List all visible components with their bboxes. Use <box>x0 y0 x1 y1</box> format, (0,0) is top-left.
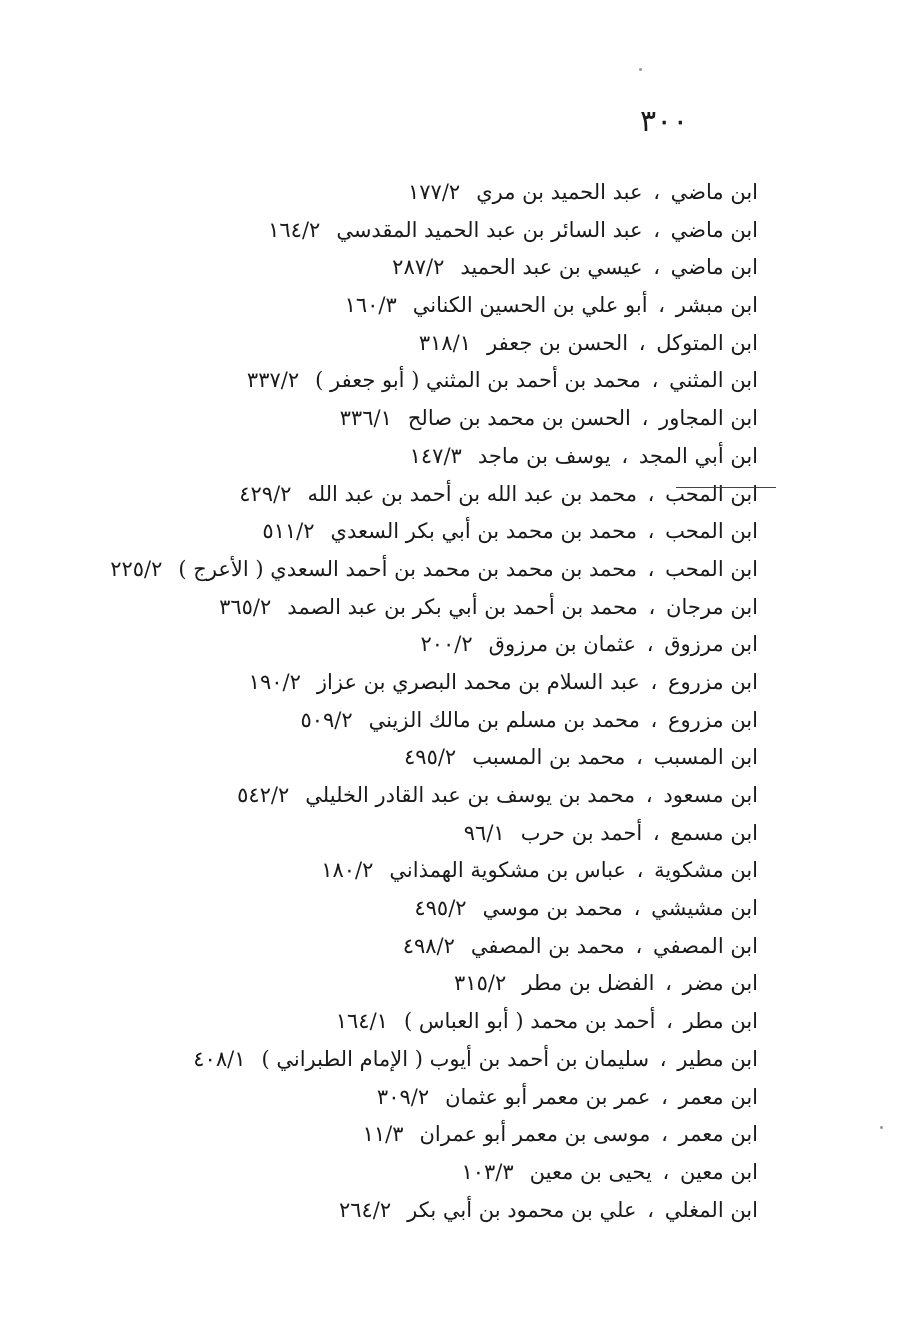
entry-person: عثمان بن مرزوق <box>488 632 637 657</box>
index-entry <box>38 212 758 250</box>
entry-separator: ، <box>650 669 658 694</box>
entry-person: عمر بن معمر أبو عثمان <box>445 1084 651 1109</box>
entry-reference: ٤٠٨/١ <box>193 1046 246 1071</box>
index-entry <box>38 400 758 438</box>
entry-name: ابن المثني <box>669 368 758 393</box>
index-entry <box>38 325 758 363</box>
entry-person: عباس بن مشكوية الهمذاني <box>389 858 626 883</box>
entry-reference: ٢٠٠/٢ <box>420 632 473 657</box>
entry-name: ابن المجاور <box>659 406 758 431</box>
entry-name: ابن مطر <box>683 1009 758 1034</box>
entry-reference: ١٦٤/١ <box>335 1009 388 1034</box>
entry-separator: ، <box>651 368 659 393</box>
entry-reference: ١١/٣ <box>362 1122 404 1147</box>
index-entry <box>38 1003 758 1041</box>
entry-person: محمد بن أحمد بن المثني ( أبو جعفر ) <box>315 368 641 393</box>
entry-reference: ٢٦٤/٢ <box>338 1197 392 1222</box>
entry-name: ابن ماضي <box>670 255 758 280</box>
entry-separator: ، <box>641 406 649 431</box>
entry-person: يحيى بن معين <box>529 1159 652 1184</box>
entry-separator: ، <box>661 1122 668 1147</box>
entry-reference: ٤٩٨/٢ <box>402 933 455 958</box>
entry-reference: ٢٢٥/٢ <box>110 556 163 581</box>
index-entry <box>38 438 758 476</box>
entry-name: ابن مرزوق <box>664 632 758 657</box>
entry-reference: ١٦٠/٣ <box>344 293 397 318</box>
entry-reference: ٣١٨/١ <box>418 330 472 355</box>
entry-name: ابن أبي المجد <box>638 443 758 468</box>
entry-separator: ، <box>653 180 660 204</box>
index-entry <box>38 174 758 212</box>
entry-person: محمد بن المصفي <box>470 933 625 958</box>
entry-reference: ١٠٣/٣ <box>461 1159 514 1184</box>
index-entry <box>38 890 758 928</box>
entry-person: موسى بن معمر أبو عمران <box>419 1122 651 1147</box>
index-entry <box>38 476 758 514</box>
entry-person: يوسف بن ماجد <box>477 443 611 468</box>
index-entry <box>38 852 758 890</box>
entry-separator: ، <box>621 443 629 468</box>
entry-name: ابن المغلي <box>664 1197 758 1222</box>
entry-separator: ، <box>648 594 656 619</box>
entry-separator: ، <box>666 1009 673 1034</box>
index-entry <box>38 815 758 853</box>
entry-person: محمد بن مسلم بن مالك الزيني <box>368 707 640 732</box>
entry-person: محمد بن أحمد بن أبي بكر بن عبد الصمد <box>287 594 638 619</box>
entry-separator: ، <box>647 519 655 544</box>
entry-reference: ٤٢٩/٢ <box>239 481 292 506</box>
entry-name: ابن مضر <box>682 971 758 996</box>
index-entry <box>38 1041 758 1079</box>
index-entry <box>38 1116 758 1154</box>
index-entry <box>38 589 758 627</box>
entry-reference: ١٤٧/٣ <box>409 443 462 468</box>
entry-name: ابن معمر <box>678 1084 758 1109</box>
entry-reference: ١٩٠/٢ <box>248 669 301 694</box>
index-entry <box>38 1079 758 1117</box>
entry-name: ابن مسعود <box>663 783 758 807</box>
scan-speck <box>639 68 642 71</box>
entry-name: ابن مشكوية <box>654 858 758 883</box>
entry-separator: ، <box>636 858 644 883</box>
entry-name: ابن المحب <box>665 556 758 581</box>
entry-separator: ، <box>653 217 660 242</box>
entry-person: محمد بن موسي <box>482 896 623 921</box>
index-entry <box>38 551 758 589</box>
entry-name: ابن مزروع <box>668 707 758 732</box>
entry-separator: ، <box>645 783 653 807</box>
index-entry <box>38 739 758 777</box>
entry-person: محمد بن محمد بن أبي بكر السعدي <box>330 519 637 544</box>
index-entry <box>38 702 758 740</box>
entry-reference: ٥١١/٢ <box>262 519 315 544</box>
entry-person: أبو علي بن الحسين الكناني <box>412 293 648 318</box>
entry-person: محمد بن المسبب <box>472 745 626 770</box>
page-number: ٣٠٠ <box>640 104 689 139</box>
entry-separator: ، <box>653 255 660 280</box>
entry-name: ابن معمر <box>678 1122 758 1147</box>
entry-separator: ، <box>647 556 655 581</box>
entry-person: الفضل بن مطر <box>522 971 655 996</box>
entry-separator: ، <box>635 933 643 958</box>
entry-reference: ٣٣٧/٢ <box>246 368 300 393</box>
entry-reference: ٥٤٢/٢ <box>237 783 290 807</box>
entry-separator: ، <box>659 1046 667 1071</box>
index-entry <box>38 1192 758 1230</box>
entry-separator: ، <box>647 481 655 506</box>
index-entry <box>38 928 758 966</box>
index-entry <box>38 513 758 551</box>
entry-name: ابن المحب <box>665 519 758 544</box>
entry-reference: ٤٩٥/٢ <box>414 896 467 921</box>
entry-name: ابن المصفي <box>652 933 758 958</box>
entry-person: عبد السائر بن عبد الحميد المقدسي <box>336 217 643 242</box>
entry-name: ابن مرجان <box>666 594 758 619</box>
index-entry <box>38 965 758 1003</box>
entry-person: أحمد بن حرب <box>520 820 643 845</box>
entry-reference: ٣٦٥/٢ <box>219 594 272 619</box>
entry-reference: ٣٣٦/١ <box>339 406 392 431</box>
entry-name: ابن مزروع <box>668 669 758 694</box>
entry-person: محمد بن يوسف بن عبد القادر الخليلي <box>305 783 636 807</box>
index-entries <box>38 174 758 1229</box>
entry-separator: ، <box>646 632 654 657</box>
entry-separator: ، <box>633 896 641 921</box>
entry-person: عبد السلام بن محمد البصري بن عزاز <box>316 669 640 694</box>
index-entry <box>38 626 758 664</box>
index-entry <box>38 1154 758 1192</box>
entry-name: ابن معين <box>679 1159 758 1184</box>
entry-person: محمد بن عبد الله بن أحمد بن عبد الله <box>307 481 637 506</box>
entry-reference: ٣١٥/٢ <box>454 971 507 996</box>
entry-separator: ، <box>636 745 643 770</box>
entry-separator: ، <box>658 293 666 318</box>
entry-name: ابن المسبب <box>653 745 758 770</box>
entry-separator: ، <box>665 971 672 996</box>
entry-name: ابن مشيشي <box>651 896 758 921</box>
entry-name: ابن ماضي <box>670 217 758 242</box>
entry-name: ابن ماضي <box>670 180 758 204</box>
entry-name: ابن مسمع <box>670 820 758 845</box>
index-entry <box>38 664 758 702</box>
entry-person: علي بن محمود بن أبي بكر <box>407 1197 637 1222</box>
index-entry <box>38 777 758 815</box>
entry-person: أحمد بن محمد ( أبو العباس ) <box>403 1009 656 1034</box>
entry-reference: ٩٦/١ <box>463 820 505 845</box>
entry-separator: ، <box>662 1159 670 1184</box>
entry-person: عيسي بن عبد الحميد <box>460 255 643 280</box>
index-entry <box>38 287 758 325</box>
entry-separator: ، <box>652 820 660 845</box>
entry-reference: ١٧٧/٢ <box>408 180 461 204</box>
index-entry <box>38 249 758 287</box>
entry-separator: ، <box>650 707 658 732</box>
entry-reference: ١٦٤/٢ <box>268 217 321 242</box>
underline-rule <box>676 487 776 488</box>
entry-reference: ١٨٠/٢ <box>321 858 374 883</box>
entry-reference: ٣٠٩/٢ <box>376 1084 430 1109</box>
entry-separator: ، <box>647 1197 654 1222</box>
index-entry <box>38 362 758 400</box>
entry-name: ابن المتوكل <box>656 330 758 355</box>
entry-name: ابن المحب <box>665 481 758 506</box>
entry-separator: ، <box>638 330 646 355</box>
entry-reference: ٤٩٥/٢ <box>404 745 457 770</box>
entry-person: عبد الحميد بن مري <box>476 180 643 204</box>
entry-reference: ٢٨٧/٢ <box>392 255 445 280</box>
entry-separator: ، <box>661 1084 668 1109</box>
entry-reference: ٥٠٩/٢ <box>300 707 353 732</box>
scan-speck <box>880 1126 883 1129</box>
entry-person: محمد بن محمد بن محمد بن أحمد السعدي ( الأعرج ) <box>178 556 637 581</box>
entry-person: الحسن بن جعفر <box>487 330 629 355</box>
entry-name: ابن مطير <box>677 1046 758 1071</box>
entry-person: سليمان بن أحمد بن أيوب ( الإمام الطبراني ) <box>261 1046 650 1071</box>
entry-name: ابن مبشر <box>675 293 758 318</box>
entry-person: الحسن بن محمد بن صالح <box>407 406 631 431</box>
